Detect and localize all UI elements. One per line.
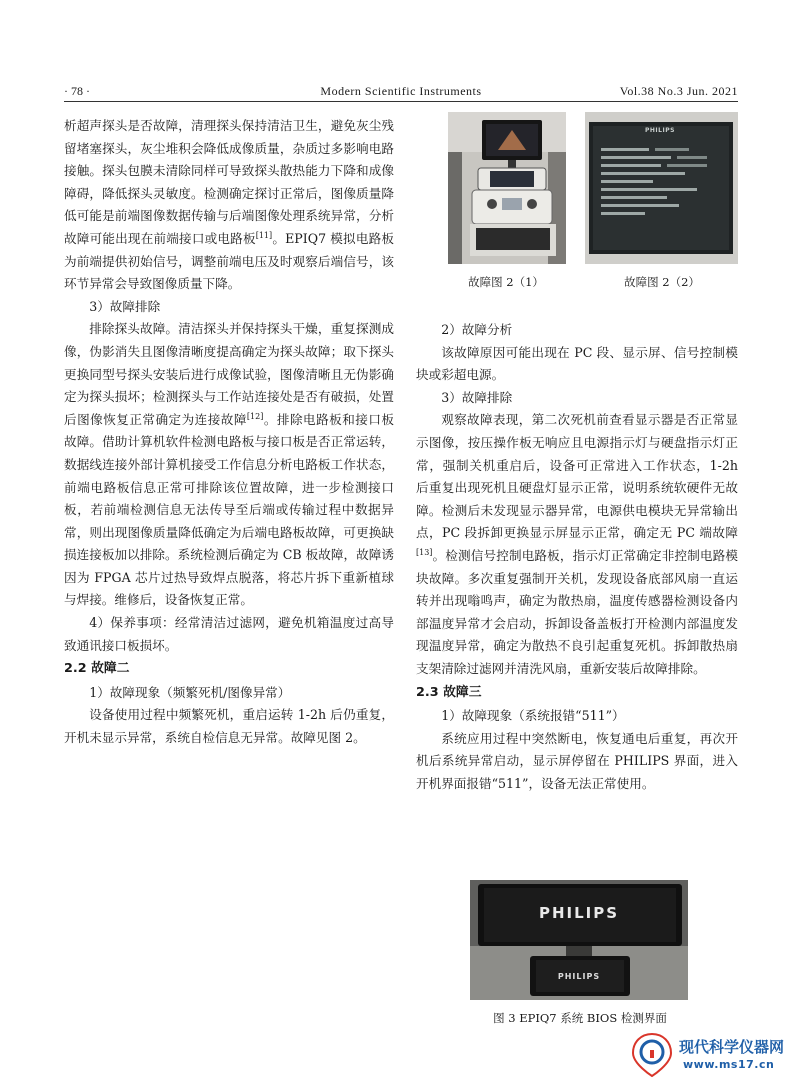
figure-2-2-caption: 故障图 2（2） bbox=[624, 275, 700, 289]
section-heading-2-2: 2.2 故障二 bbox=[64, 661, 130, 677]
subheading-analysis: 2）故障分析 bbox=[441, 322, 513, 337]
left-paragraph-3: 设备使用过程中频繁死机，重启运转 1-2h 后仍重复，开机未显示异常，系统自检信息无异常。故障见图 2。 bbox=[64, 707, 394, 746]
philips-panel-logo: PHILIPS bbox=[557, 972, 601, 981]
running-header bbox=[64, 84, 738, 100]
citation: [11] bbox=[255, 230, 273, 240]
subheading-phenomenon-3: 1）故障现象（系统报错“511”） bbox=[441, 708, 625, 724]
philips-logo: PHILIPS bbox=[645, 127, 675, 134]
journal-title: Modern Scientific Instruments bbox=[320, 84, 482, 98]
site-watermark bbox=[627, 1030, 797, 1080]
watermark-icon bbox=[629, 1032, 675, 1078]
subheading-phenomenon: 1）故障现象（频繁死机/图像异常） bbox=[89, 684, 291, 700]
watermark-url: www.ms17.cn bbox=[683, 1058, 775, 1071]
watermark-name: 现代科学仪器网 bbox=[679, 1038, 785, 1056]
section-heading-2-3: 2.3 故障三 bbox=[416, 684, 482, 700]
right-paragraph-3: 系统应用过程中突然断电，恢复通电后重复，再次开机后系统异常启动，显示屏停留在 PHILIPS 界面，进入开机界面报错“511”，设备无法正常使用。 bbox=[416, 730, 738, 791]
maintenance-note: 4）保养事项：经常清洁过滤网，避免机箱温度过高导致通讯接口板损坏。 bbox=[64, 615, 394, 653]
left-paragraph-2: 排除探头故障。清洁探头并保持探头干燥，重复探测成像，伪影消失且图像清晰度提高确定为探头故障；取下探头更换同型号探头安装后进行成像试验，图像清晰且无伪影确定为探头损坏；检测探头与工作站连接处是否有破损，处置后图像恢复正常确定为连接故障[12]。排除电路板和接口板故障。借助计算机软件检测电路板与接口板是否正常运转，数据线连接外部计算机接受工作信息分析电路板工作状态，前端电路板信息正常可排除该位置故障，进一步检测接口板，若前端检测信息无法传导至后端或传输过程中数据异常，则出现图像质量降低确定为后端电路板故障，可更换缺损连接板加以排除。系统检测后确定为 CB 板故障，故障诱因为 FPGA 芯片过热导致焊点脱落，将芯片拆下重新植球与焊接。维修后，设备恢复正常。 bbox=[64, 321, 395, 608]
figure-2-2-photo bbox=[585, 112, 738, 264]
right-column bbox=[416, 319, 738, 795]
left-column bbox=[64, 115, 394, 750]
header-rule bbox=[64, 101, 738, 102]
citation: [12] bbox=[246, 411, 264, 421]
figure-2-1-caption: 故障图 2（1） bbox=[468, 275, 544, 289]
citation: [13] bbox=[416, 547, 433, 557]
page-number: · 78 · bbox=[64, 84, 90, 98]
philips-boot-logo: PHILIPS bbox=[538, 904, 620, 922]
subheading-troubleshoot-2: 3）故障排除 bbox=[441, 389, 513, 405]
issue-info: Vol.38 No.3 Jun. 2021 bbox=[619, 84, 738, 98]
right-paragraph-1: 该故障原因可能出现在 PC 段、显示屏、信号控制模块或彩超电源。 bbox=[416, 344, 738, 383]
figure-3-photo bbox=[470, 880, 688, 1000]
figure-2-1-photo bbox=[448, 112, 566, 264]
subheading-troubleshoot: 3）故障排除 bbox=[89, 298, 161, 314]
left-paragraph-1: 析超声探头是否故障，清理探头保持清洁卫生，避免灰尘残留堵塞探头，灰尘堆积会降低成像质量，杂质过多影响电路接触。探头包膜未清除同样可导致探头散热能力下降和成像障碍，降低探头灵敏度。检测确定探讨正常后，图像质量降低可能是前端图像数据传输与后端图像处理系统异常，分析故障可能出现在前端接口或电路板[11]。EPIQ7 模拟电路板为前端提供初始信号，调整前端电压及时观察后端信号，该环节异常会导致图像质量下降。 bbox=[64, 118, 394, 292]
figure-3-caption: 图 3 EPIQ7 系统 BIOS 检测界面 bbox=[493, 1011, 667, 1025]
right-paragraph-2: 观察故障表现，第二次死机前查看显示器是否正常显示图像，按压操作板无响应且电源指示灯与硬盘指示灯正常，强制关机重启后，设备可正常进入工作状态，1-2h 后重复出现死机且硬盘灯显示正常，说明系统软硬件无故障。检测后未发现显示器异常，电源供电模块无异常输出点，PC 段拆卸更换显示屏显示正常，确定无 PC 端故障[13]。检测信号控制电路板，指示灯正常确定非控制电路模块故障。多次重复强制开关机，发现设备底部风扇一直运转并出现嗡鸣声，确定为散热扇，温度传感器检测设备内部温度异常才会启动，拆卸设备盖板打开检测内部温度发现温度异常，确定为散热不良引起重复死机。拆卸散热扇支架清除过滤网并清洗风扇，重新安装后故障排除。 bbox=[416, 412, 738, 676]
